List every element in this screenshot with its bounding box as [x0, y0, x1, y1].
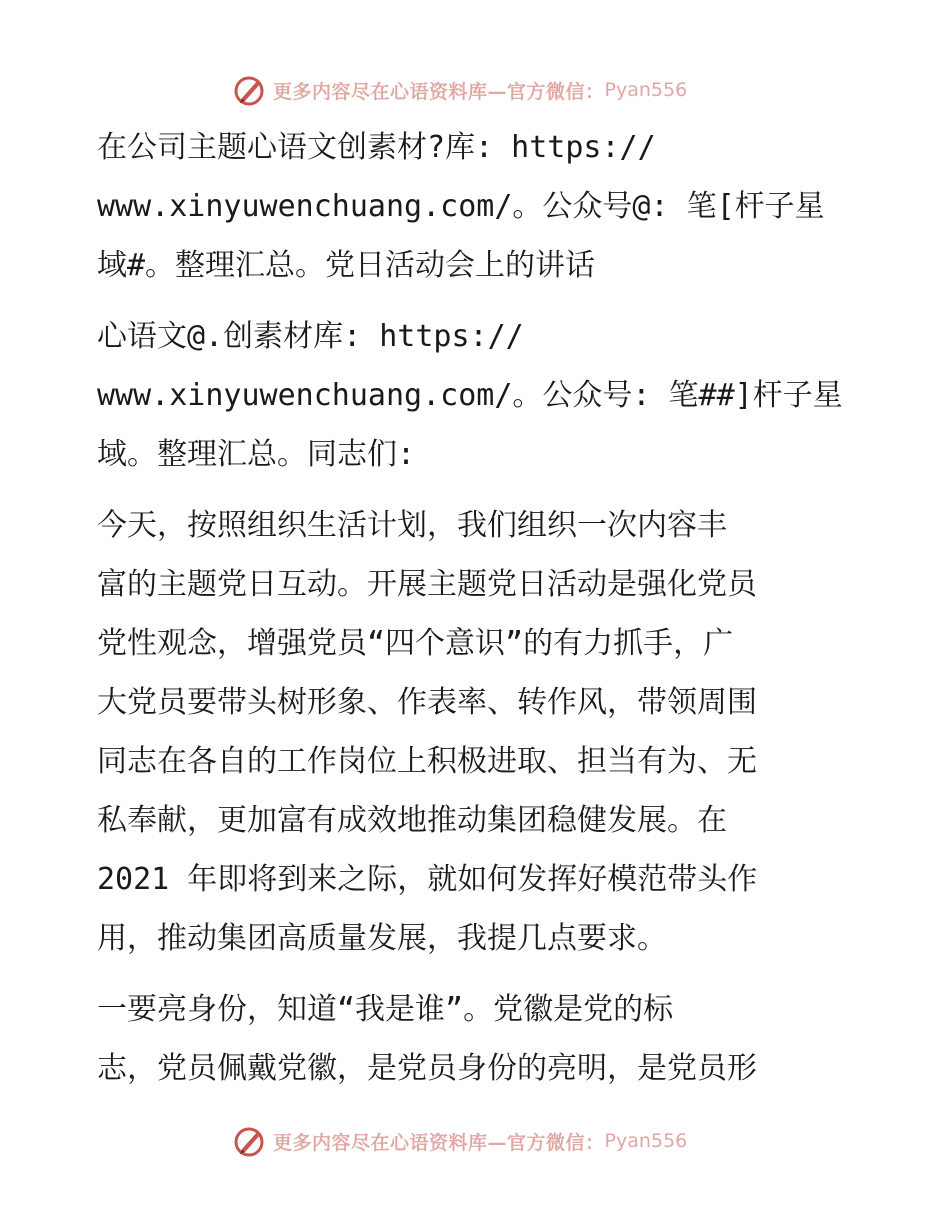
text-line: 同志在各自的工作岗位上积极进取、担当有为、无 — [97, 744, 757, 779]
text-line: 在公司主题心语文创素材?库: https:// — [97, 130, 656, 165]
text-line: 一要亮身份，知道“我是谁”。党徽是党的标 — [97, 992, 674, 1027]
header-watermark-banner — [233, 71, 753, 109]
text-line: www.xinyuwenchuang.com/。公众号: 笔##]杆子星 — [97, 378, 843, 413]
text-line: 大党员要带头树形象、作表率、转作风，带领周围 — [97, 685, 757, 720]
footer-banner-wechat-id: Pyan556 — [604, 1130, 688, 1152]
header-banner-wechat-id: Pyan556 — [604, 79, 688, 101]
text-line: 域#。整理汇总。党日活动会上的讲话 — [97, 248, 596, 283]
paragraph-4 — [97, 980, 857, 1098]
pen-logo-icon — [233, 73, 267, 107]
text-line: 党性观念，增强党员“四个意识”的有力抓手，广 — [97, 626, 734, 661]
text-line: 用，推动集团高质量发展，我提几点要求。 — [97, 921, 667, 956]
text-line: 域。整理汇总。同志们: — [97, 437, 416, 472]
text-line: 心语文@.创素材库: https:// — [97, 319, 524, 354]
text-line: 志，党员佩戴党徽，是党员身份的亮明，是党员形 — [97, 1051, 757, 1086]
footer-banner-text: 更多内容尽在心语资料库—官方微信： — [273, 1131, 605, 1154]
pen-logo-icon — [233, 1124, 267, 1158]
paragraph-2 — [97, 307, 857, 484]
text-line: 2021 年即将到来之际，就如何发挥好模范带头作 — [97, 862, 758, 897]
text-line: www.xinyuwenchuang.com/。公众号@: 笔[杆子星 — [97, 189, 825, 224]
paragraph-3 — [97, 496, 857, 968]
text-line: 今天，按照组织生活计划，我们组织一次内容丰 — [97, 508, 727, 543]
text-line: 私奉献，更加富有成效地推动集团稳健发展。在 — [97, 803, 727, 838]
text-line: 富的主题党日互动。开展主题党日活动是强化党员 — [97, 567, 757, 602]
header-banner-text: 更多内容尽在心语资料库—官方微信： — [273, 80, 605, 103]
footer-watermark-banner — [233, 1122, 753, 1160]
paragraph-1 — [97, 118, 857, 295]
document-body — [97, 118, 857, 1110]
